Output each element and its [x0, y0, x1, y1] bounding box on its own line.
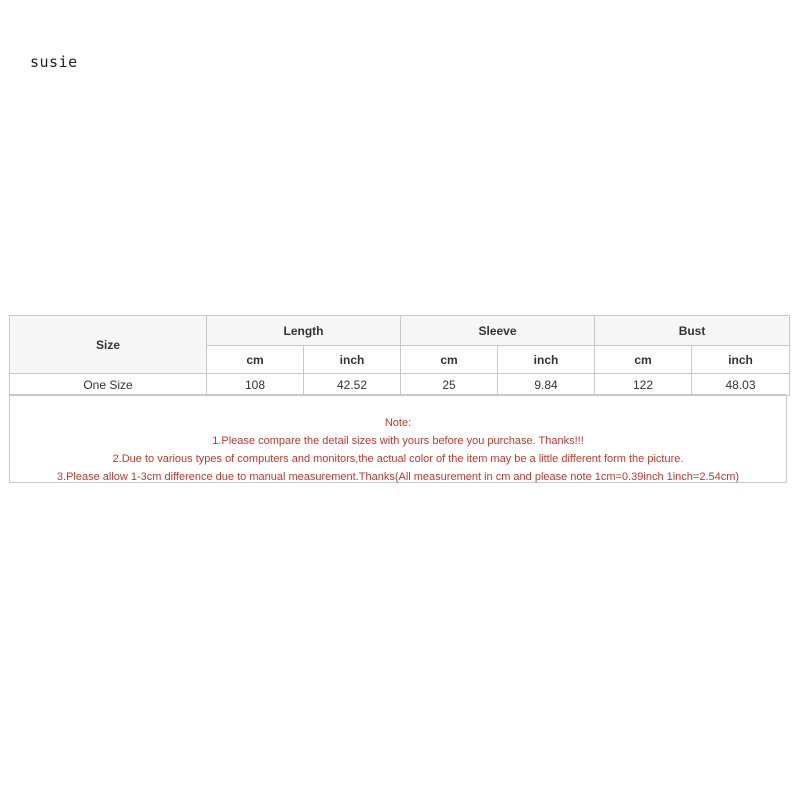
unit-header: inch — [498, 346, 595, 374]
bust-header: Bust — [595, 316, 790, 346]
note-title: Note: — [384, 417, 412, 429]
notes-box — [9, 394, 787, 483]
size-chart-table — [9, 315, 790, 396]
unit-header: cm — [595, 346, 692, 374]
value-cell: 9.84 — [498, 374, 595, 396]
unit-header: inch — [692, 346, 790, 374]
unit-header: inch — [304, 346, 401, 374]
unit-header: cm — [401, 346, 498, 374]
length-header: Length — [207, 316, 401, 346]
note-line: 3.Please allow 1-3cm difference due to manual measurement.Thanks(All measurement in cm and please note 1cm=0.39inch 1inch=2.54cm) — [56, 471, 740, 483]
value-cell: 108 — [207, 374, 304, 396]
note-line: 1.Please compare the detail sizes with yours before you purchase. Thanks!!! — [212, 435, 584, 447]
value-cell: 25 — [401, 374, 498, 396]
size-cell: One Size — [10, 374, 207, 396]
sleeve-header: Sleeve — [401, 316, 595, 346]
value-cell: 122 — [595, 374, 692, 396]
note-line: 2.Due to various types of computers and monitors,the actual color of the item may be a little different form the picture. — [112, 453, 684, 465]
table-row — [10, 374, 790, 396]
value-cell: 48.03 — [692, 374, 790, 396]
size-column-header: Size — [10, 316, 207, 374]
brand-label: susie — [30, 53, 78, 71]
value-cell: 42.52 — [304, 374, 401, 396]
unit-header: cm — [207, 346, 304, 374]
